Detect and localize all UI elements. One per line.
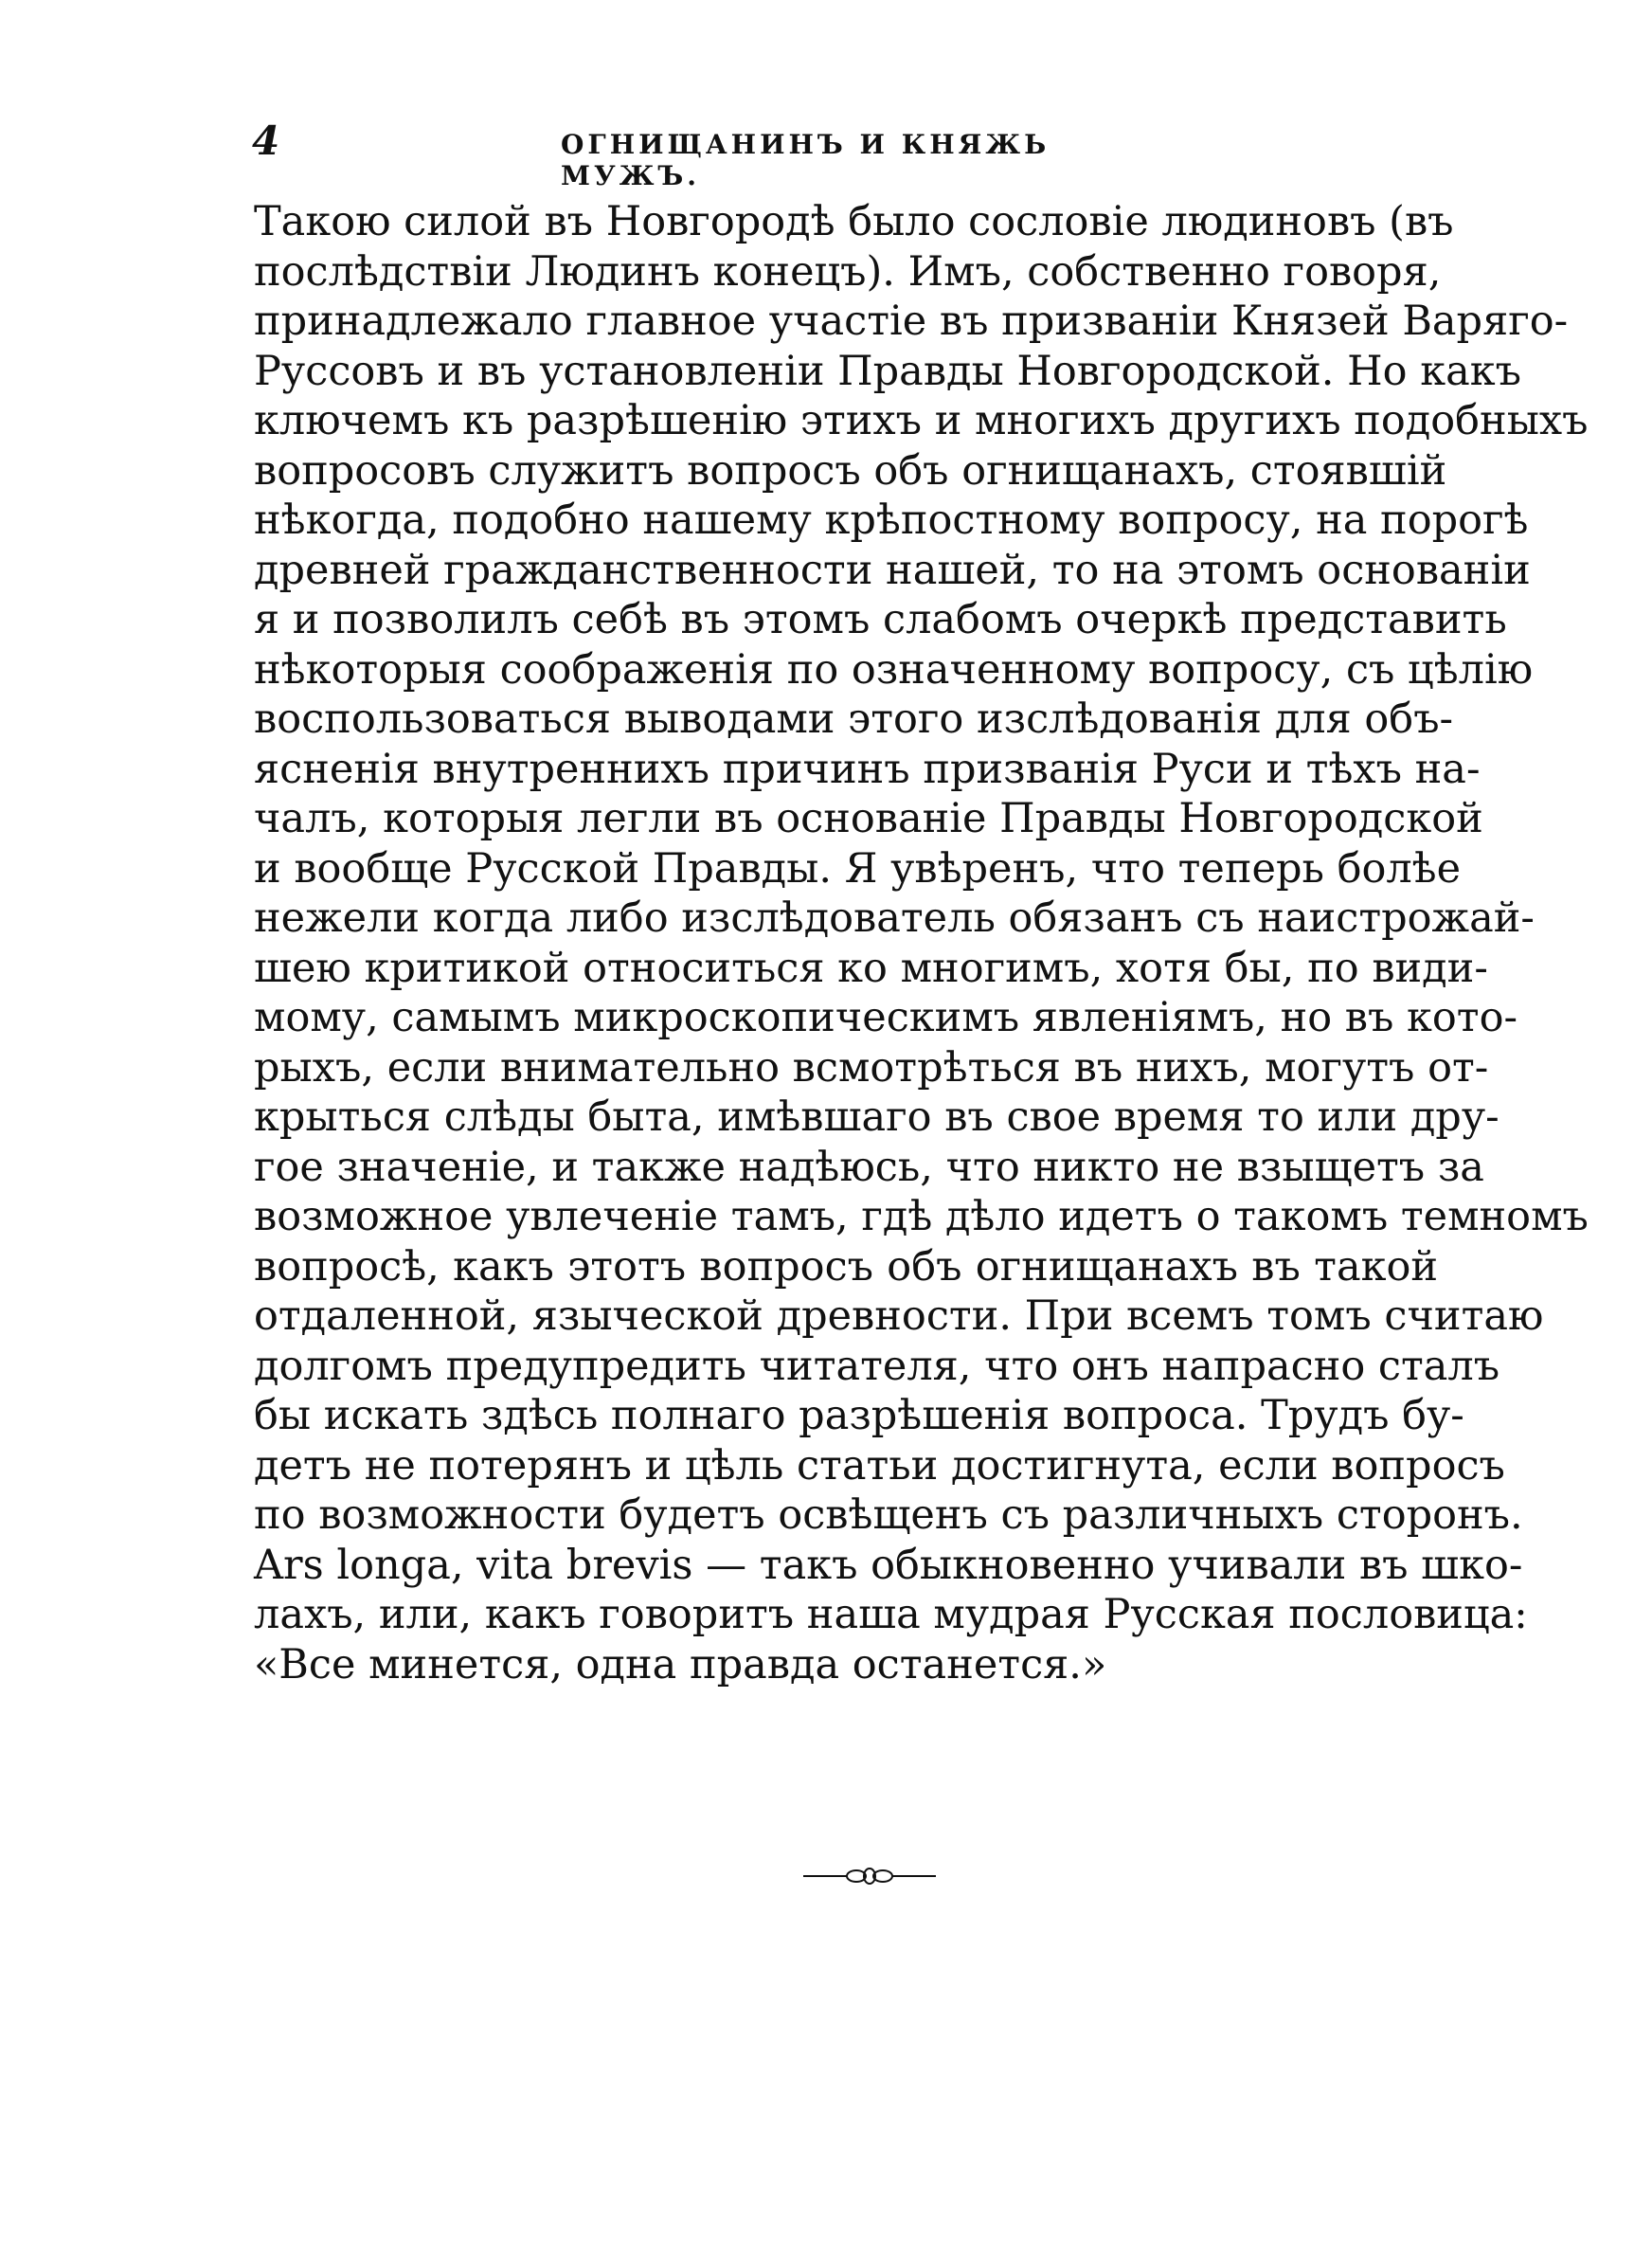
- body-text: [254, 197, 1589, 1689]
- text-line: я и позволилъ себѣ въ этомъ слабомъ очеркѣ представить: [254, 596, 1507, 643]
- text-line: послѣдствіи Людинъ конецъ). Имъ, собственно говоря,: [254, 247, 1442, 296]
- text-line: рыхъ, если внимательно всмотрѣться въ нихъ, могутъ от-: [254, 1043, 1489, 1092]
- text-line: бы искать здѣсь полнаго разрѣшенія вопроса. Трудъ бу-: [254, 1392, 1464, 1439]
- text-line: гое значеніе, и также надѣюсь, что никто не взыщетъ за: [254, 1143, 1484, 1191]
- text-line: древней гражданственности нашей, то на этомъ основаніи: [254, 546, 1531, 594]
- text-line: принадлежало главное участіе въ призваніи Князей Варяго-: [254, 298, 1569, 345]
- text-line: шею критикой относиться ко многимъ, хотя бы, по види-: [254, 944, 1488, 992]
- running-title: ОГНИЩАНИНЪ И КНЯЖЬ МУЖЪ.: [561, 129, 1050, 191]
- text-line: по возможности будетъ освѣщенъ съ различныхъ сторонъ.: [254, 1491, 1523, 1539]
- page-number: 4: [252, 117, 280, 164]
- running-head: [248, 114, 1195, 191]
- text-line: отдаленной, языческой древности. При всемъ томъ считаю: [254, 1292, 1544, 1340]
- text-line: крыться слѣды быта, имѣвшаго въ свое время то или дру-: [254, 1093, 1499, 1141]
- text-line: Такою силой въ Новгородѣ было сословіе людиновъ (въ: [254, 198, 1454, 245]
- text-line: нѣкогда, подобно нашему крѣпостному вопросу, на порогѣ: [254, 497, 1529, 544]
- text-line: вопросовъ служитъ вопросъ объ огнищанахъ, стоявшій: [254, 446, 1447, 495]
- text-line: ключемъ къ разрѣшенію этихъ и многихъ другихъ подобныхъ: [254, 397, 1589, 444]
- text-line: чалъ, которыя легли въ основаніе Правды Новгородской: [254, 795, 1483, 842]
- text-line: возможное увлеченіе тамъ, гдѣ дѣло идетъ о такомъ темномъ: [254, 1193, 1589, 1240]
- text-line: и вообще Русской Правды. Я увѣренъ, что теперь болѣе: [254, 844, 1462, 893]
- text-line: лахъ, или, какъ говоритъ наша мудрая Русская пословица:: [254, 1591, 1528, 1638]
- text-line: ясненія внутреннихъ причинъ призванія Руси и тѣхъ на-: [254, 745, 1481, 793]
- text-line: Ars longa, vita brevis — такъ обыкновенно учивали въ шко-: [254, 1541, 1523, 1589]
- text-line: Руссовъ и въ установленіи Правды Новгородской. Но какъ: [254, 347, 1521, 395]
- text-line: вопросѣ, какъ этотъ вопросъ объ огнищанахъ въ такой: [254, 1242, 1438, 1291]
- text-line: воспользоваться выводами этого изслѣдованія для объ-: [254, 695, 1454, 743]
- text-line: детъ не потерянъ и цѣль статьи достигнута, если вопросъ: [254, 1441, 1505, 1490]
- text-line: мому, самымъ микроскопическимъ явленіямъ, но въ кото-: [254, 994, 1518, 1041]
- text-line: нѣкоторыя соображенія по означенному вопросу, съ цѣлію: [254, 645, 1534, 694]
- end-ornament-icon: [803, 1865, 936, 1887]
- text-line-last: «Все минется, одна правда останется.»: [254, 1640, 1107, 1688]
- text-line: нежели когда либо изслѣдователь обязанъ съ наистрожай-: [254, 894, 1535, 942]
- text-line: долгомъ предупредить читателя, что онъ напрасно сталъ: [254, 1342, 1500, 1390]
